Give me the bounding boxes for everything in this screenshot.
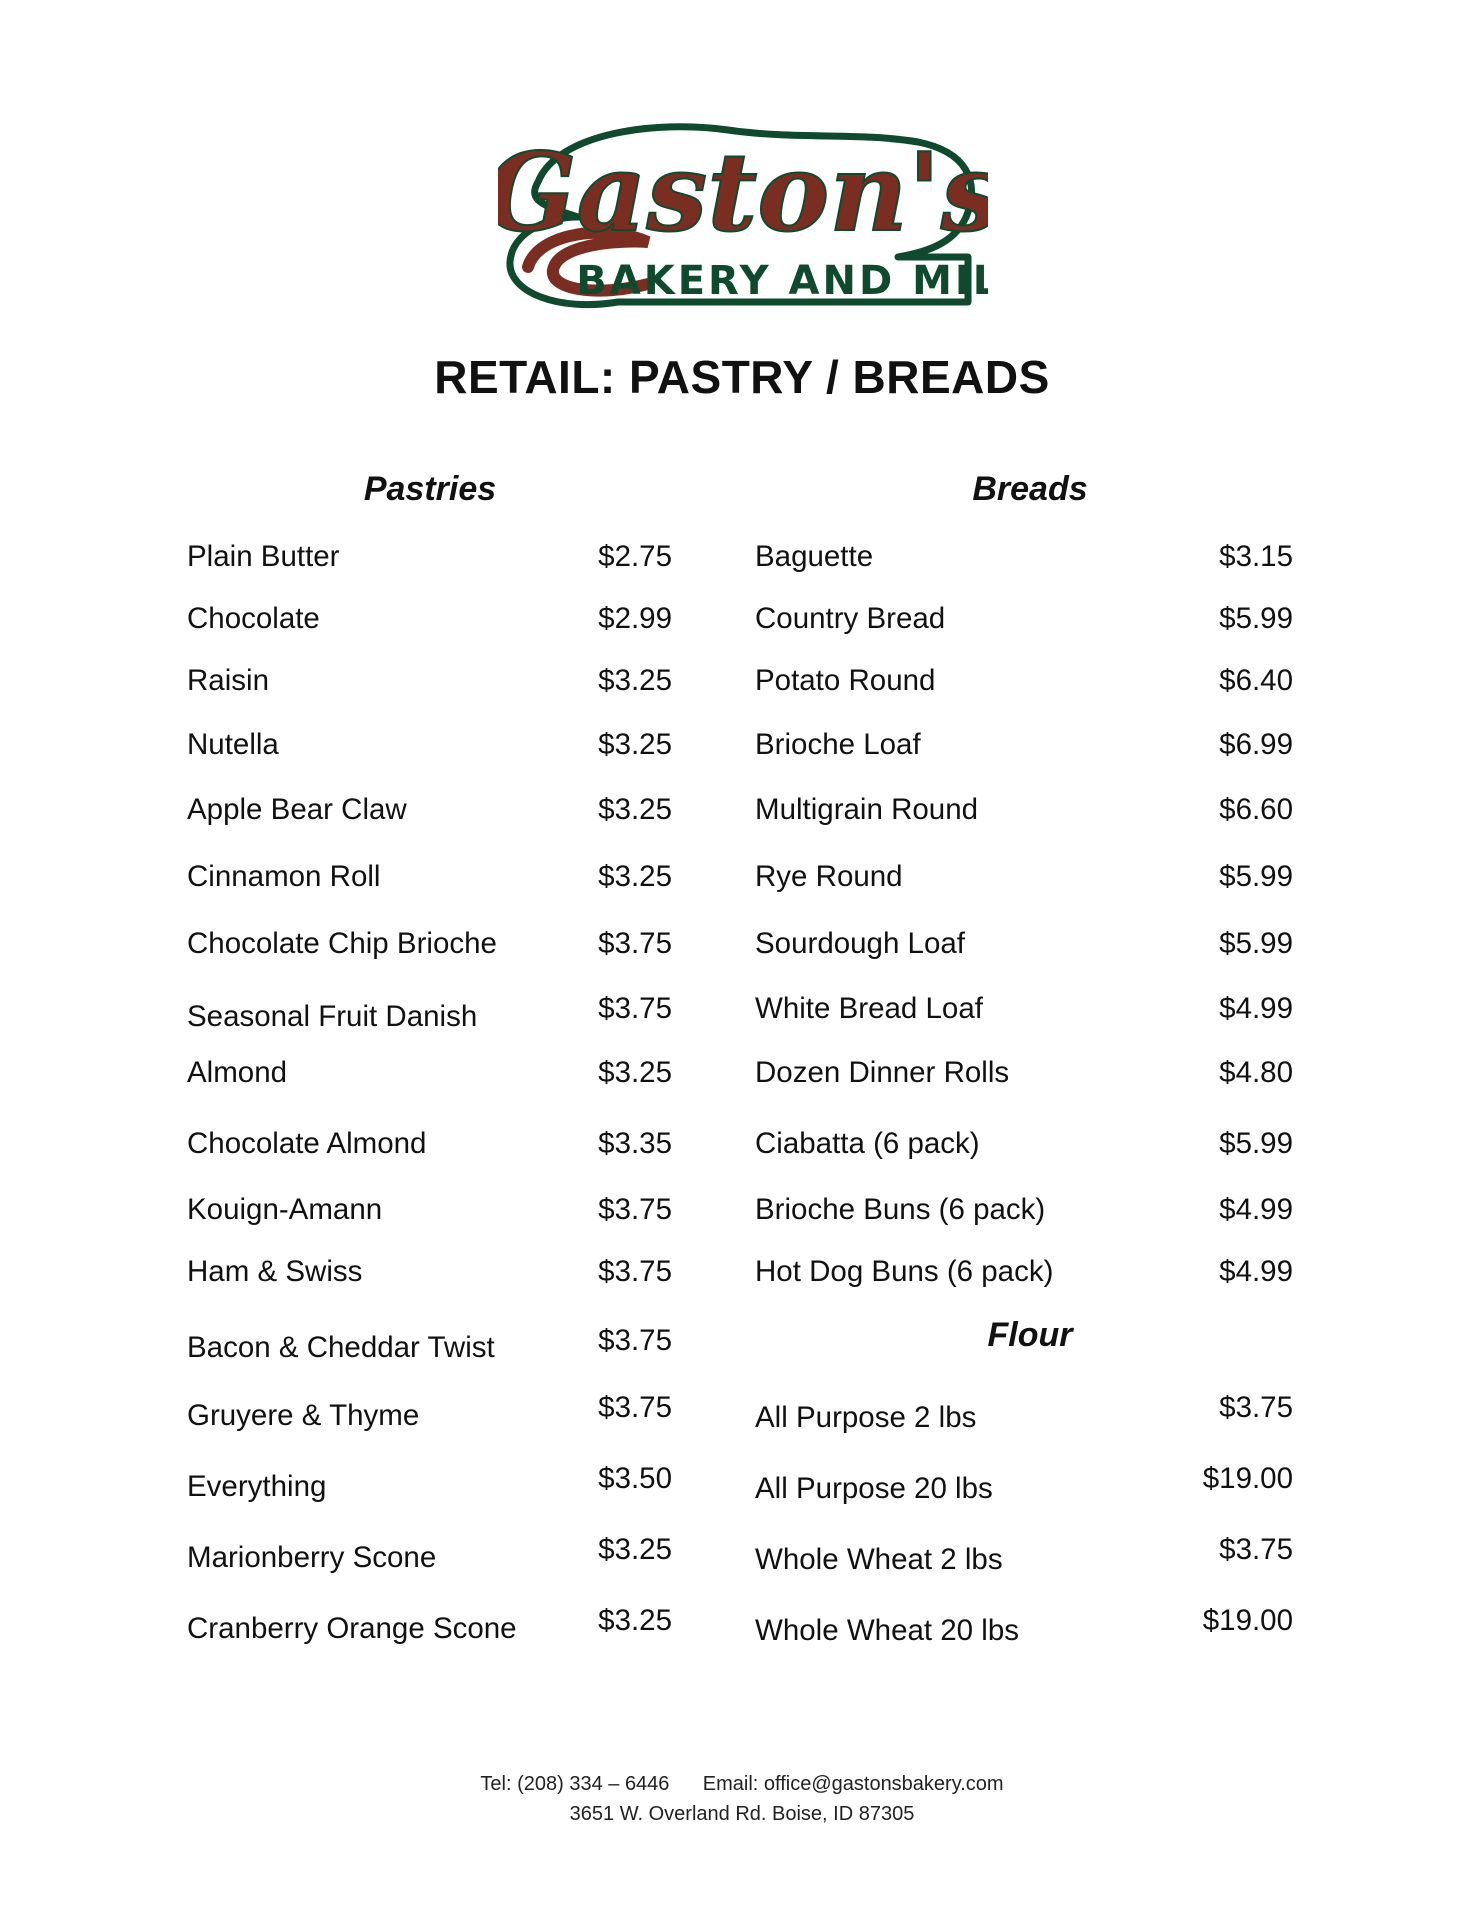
pastry-item-price: $3.25 [598, 1533, 672, 1566]
flour-item-price: $19.00 [1202, 1462, 1293, 1495]
bread-item-name: Hot Dog Buns (6 pack) [755, 1255, 1054, 1288]
flour-item-name: All Purpose 2 lbs [755, 1401, 977, 1434]
pastry-item-price: $2.99 [598, 602, 672, 635]
bread-item-price: $6.60 [1219, 793, 1293, 826]
pastry-item-price: $3.25 [598, 860, 672, 893]
page-title: RETAIL: PASTRY / BREADS [434, 351, 1050, 403]
bread-item-name: Multigrain Round [755, 793, 979, 826]
pastry-item-price: $3.25 [598, 728, 672, 761]
pastry-item-name: Chocolate [187, 602, 320, 635]
flour-item-price: $3.75 [1219, 1533, 1293, 1566]
pastry-item-name: Marionberry Scone [187, 1541, 437, 1574]
pastry-item-price: $3.25 [598, 1056, 672, 1089]
bread-item-name: Ciabatta (6 pack) [755, 1127, 980, 1160]
pastry-item-name: Nutella [187, 728, 279, 761]
pastry-item-price: $3.75 [598, 1324, 672, 1357]
bread-item-price: $5.99 [1219, 602, 1293, 635]
bread-item-name: Country Bread [755, 602, 946, 635]
bread-item-price: $4.99 [1219, 992, 1293, 1025]
bread-item-name: Brioche Buns (6 pack) [755, 1193, 1046, 1226]
breads-heading: Breads [972, 470, 1088, 508]
flour-item-price: $19.00 [1202, 1604, 1293, 1637]
bread-item-price: $4.80 [1219, 1056, 1293, 1089]
logo-script-text: Gaston's [498, 130, 988, 256]
logo-sub-text: BAKERY AND MILL [576, 258, 988, 304]
pastry-item-name: Plain Butter [187, 540, 340, 573]
pastry-item-price: $3.50 [598, 1462, 672, 1495]
flour-item-name: Whole Wheat 2 lbs [755, 1543, 1003, 1576]
flour-heading: Flour [987, 1316, 1073, 1354]
flour-item-name: Whole Wheat 20 lbs [755, 1614, 1019, 1647]
bread-item-price: $4.99 [1219, 1193, 1293, 1226]
pastry-item-price: $3.75 [598, 1193, 672, 1226]
pastry-item-name: Bacon & Cheddar Twist [187, 1331, 495, 1364]
pastry-item-price: $3.35 [598, 1127, 672, 1160]
gastons-bakery-logo [498, 112, 988, 318]
pastry-item-price: $3.25 [598, 793, 672, 826]
pastries-heading: Pastries [363, 470, 497, 508]
bread-item-name: Rye Round [755, 860, 903, 893]
pastry-item-name: Kouign-Amann [187, 1193, 383, 1226]
pastry-item-price: $3.25 [598, 1604, 672, 1637]
pastry-item-price: $3.75 [598, 1391, 672, 1424]
pastry-item-name: Cinnamon Roll [187, 860, 381, 893]
bread-item-name: Sourdough Loaf [755, 927, 965, 960]
flour-item-name: All Purpose 20 lbs [755, 1472, 993, 1505]
pastry-item-name: Raisin [187, 664, 269, 697]
bread-item-price: $4.99 [1219, 1255, 1293, 1288]
pastry-item-name: Ham & Swiss [187, 1255, 363, 1288]
bread-item-name: Dozen Dinner Rolls [755, 1056, 1010, 1089]
bread-item-name: White Bread Loaf [755, 992, 983, 1025]
logo-graphic [498, 112, 988, 318]
pastry-item-price: $3.75 [598, 992, 672, 1025]
pastry-item-name: Seasonal Fruit Danish [187, 1000, 478, 1033]
bread-item-price: $6.99 [1219, 728, 1293, 761]
footer-contact: Tel: (208) 334 – 6446 Email: office@gastonsbakery.com [480, 1773, 1004, 1795]
pastry-item-name: Almond [187, 1056, 288, 1089]
pastry-item-name: Cranberry Orange Scone [187, 1612, 517, 1645]
pastry-item-name: Apple Bear Claw [187, 793, 407, 826]
bread-item-name: Baguette [755, 540, 874, 573]
pastry-item-name: Chocolate Chip Brioche [187, 927, 497, 960]
bread-item-price: $6.40 [1219, 664, 1293, 697]
bread-item-price: $5.99 [1219, 927, 1293, 960]
bread-item-price: $3.15 [1219, 540, 1293, 573]
bread-item-name: Potato Round [755, 664, 936, 697]
pastry-item-price: $3.75 [598, 1255, 672, 1288]
pastry-item-price: $2.75 [598, 540, 672, 573]
pastry-item-price: $3.25 [598, 664, 672, 697]
flour-item-price: $3.75 [1219, 1391, 1293, 1424]
bread-item-price: $5.99 [1219, 860, 1293, 893]
bread-item-name: Brioche Loaf [755, 728, 921, 761]
footer-address: 3651 W. Overland Rd. Boise, ID 87305 [569, 1803, 915, 1825]
pastry-item-name: Chocolate Almond [187, 1127, 427, 1160]
pastry-item-name: Gruyere & Thyme [187, 1399, 420, 1432]
pastry-item-name: Everything [187, 1470, 327, 1503]
pastry-item-price: $3.75 [598, 927, 672, 960]
bread-item-price: $5.99 [1219, 1127, 1293, 1160]
